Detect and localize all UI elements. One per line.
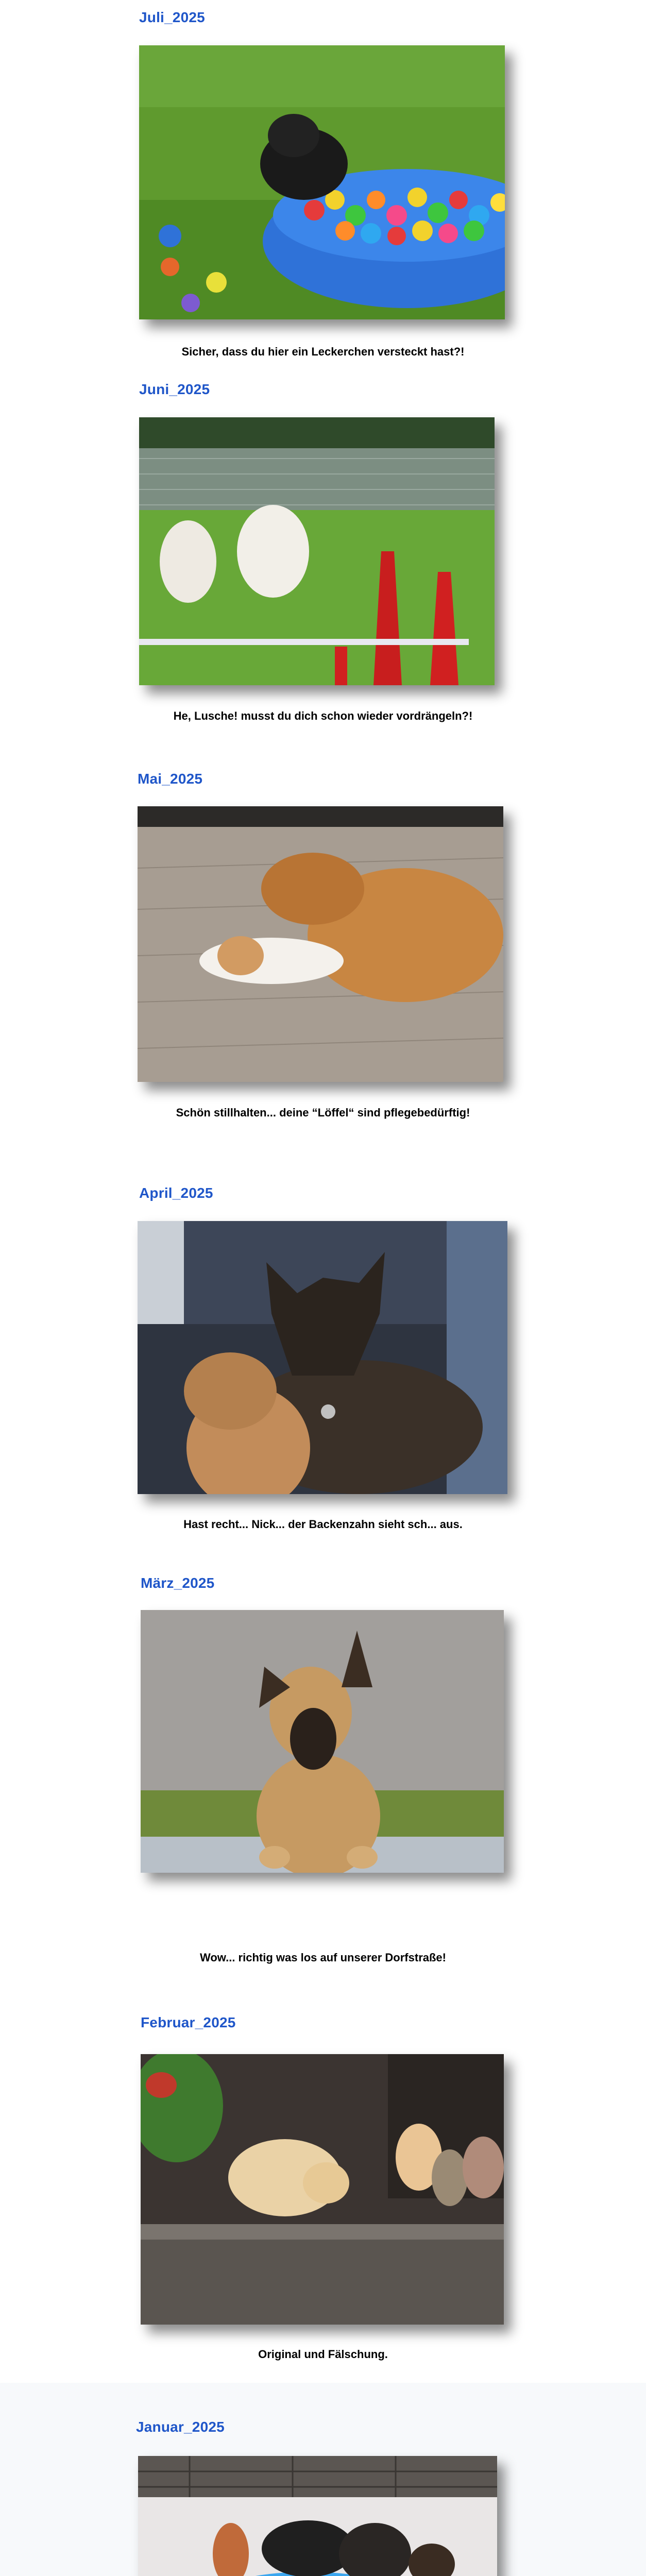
photo-caption: Schön stillhalten... deine “Löffel“ sind pflegebedürftig! bbox=[176, 1106, 470, 1119]
month-title: Februar_2025 bbox=[141, 2014, 236, 2030]
dogs-agility-jump-photo[interactable] bbox=[139, 417, 495, 685]
photo-caption: Sicher, dass du hier ein Leckerchen versteckt hast?! bbox=[181, 345, 465, 358]
dog-and-cat-photo[interactable] bbox=[138, 806, 503, 1082]
month-title: Juli_2025 bbox=[139, 9, 205, 25]
month-title: Januar_2025 bbox=[136, 2419, 225, 2435]
puppy-ball-pit-photo[interactable] bbox=[139, 45, 505, 319]
puppy-and-figurine-photo[interactable] bbox=[141, 2054, 504, 2325]
puppies-in-snow-photo[interactable] bbox=[138, 2456, 497, 2576]
photo-caption: Hast recht... Nick... der Backenzahn sieht sch... aus. bbox=[183, 1518, 463, 1531]
photo-caption: He, Lusche! musst du dich schon wieder vordrängeln?! bbox=[173, 709, 473, 722]
month-title: Mai_2025 bbox=[138, 771, 203, 787]
month-title: März_2025 bbox=[141, 1575, 215, 1591]
month-title: April_2025 bbox=[139, 1185, 213, 1201]
photo-caption: Original und Fälschung. bbox=[258, 2348, 388, 2361]
shepherd-puppy-photo[interactable] bbox=[141, 1610, 504, 1873]
dogs-on-sofa-photo[interactable] bbox=[138, 1221, 507, 1494]
photo-caption: Wow... richtig was los auf unserer Dorfstraße! bbox=[200, 1951, 446, 1964]
month-title: Juni_2025 bbox=[139, 381, 210, 397]
